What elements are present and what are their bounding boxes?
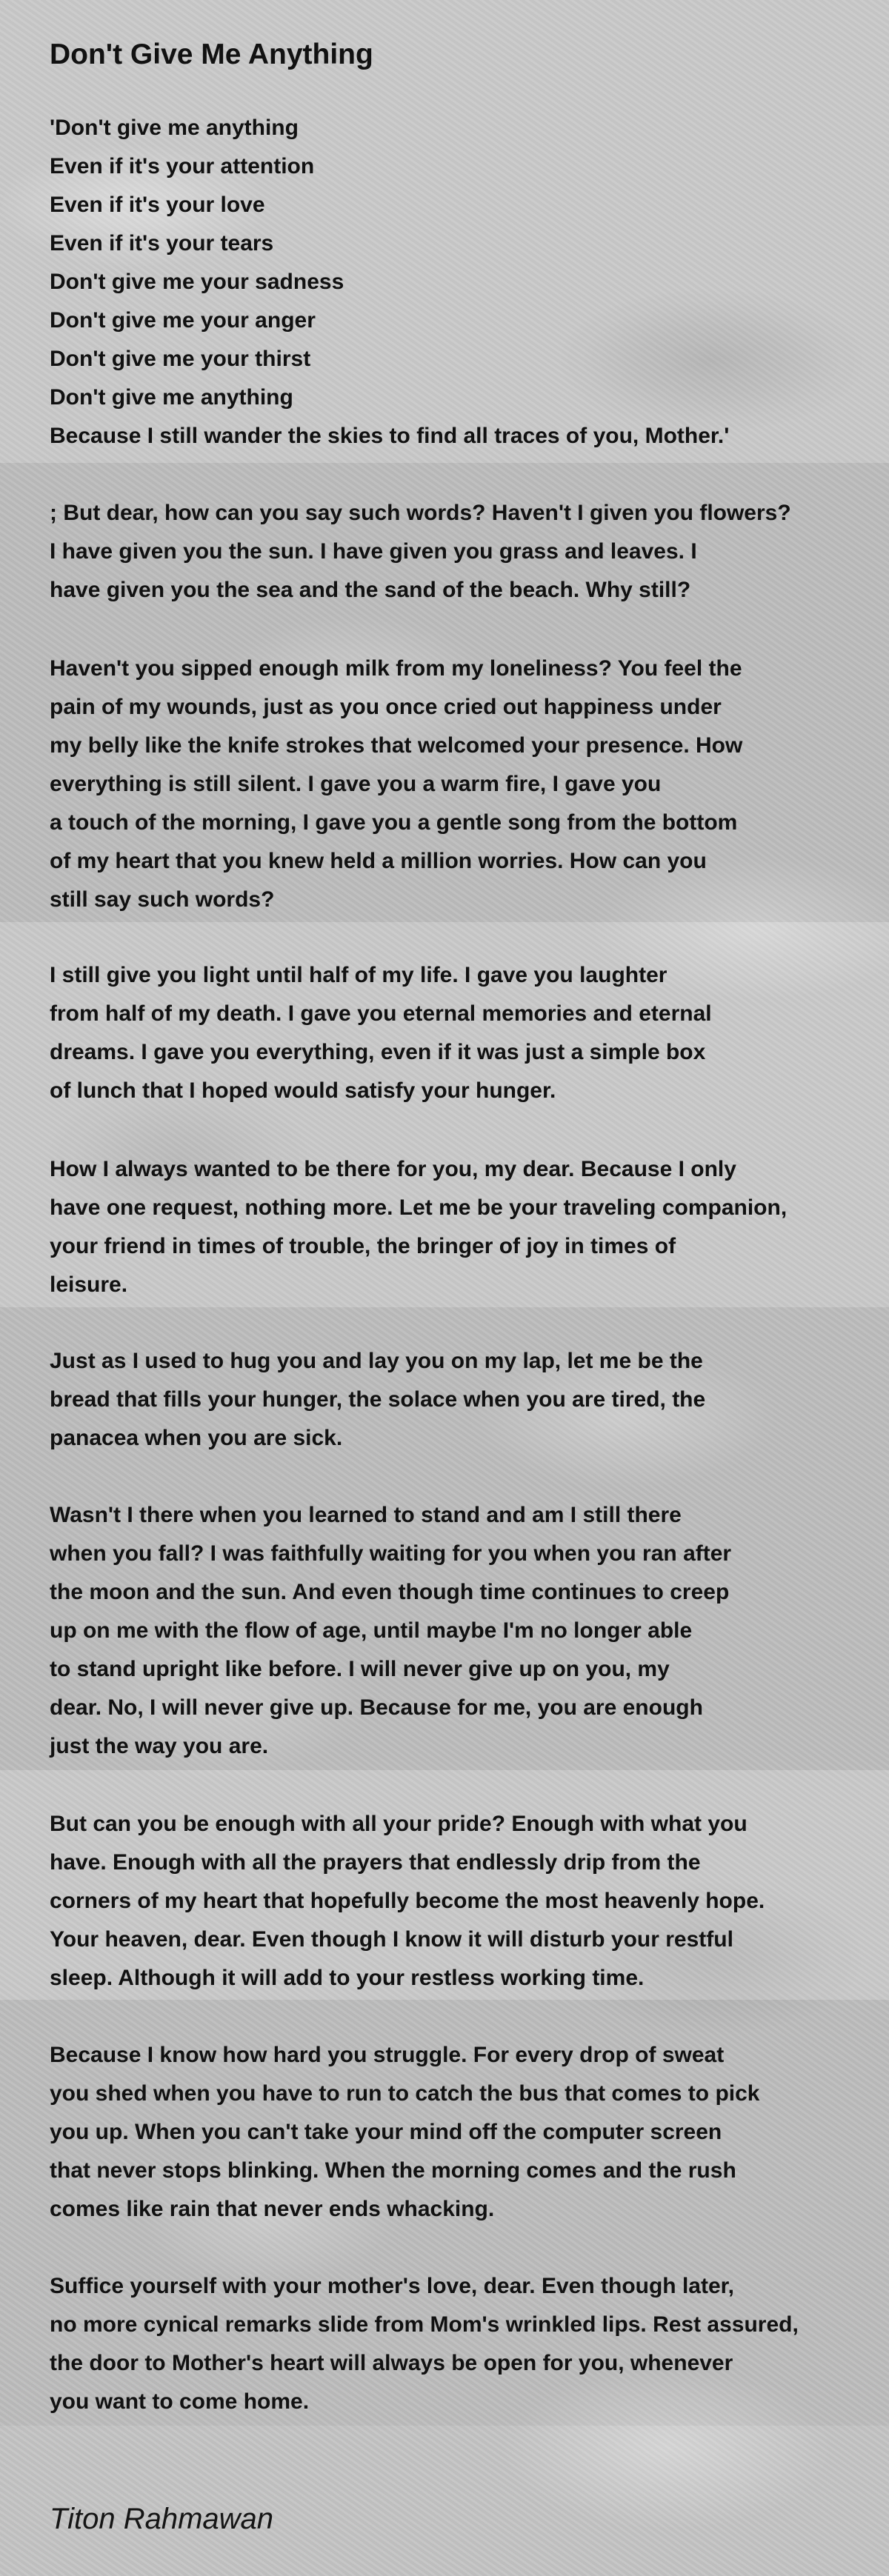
stanza xyxy=(50,1150,872,1304)
poem-line: have one request, nothing more. Let me be your traveling companion, xyxy=(50,1195,788,1220)
stanza xyxy=(50,2267,872,2421)
poem-line: Don't give me anything xyxy=(50,385,293,410)
poem-line: just the way you are. xyxy=(50,1734,269,1758)
stanza xyxy=(50,109,872,456)
poem-line: panacea when you are sick. xyxy=(50,1426,343,1450)
poem-line: when you fall? I was faithfully waiting for you when you ran after xyxy=(50,1541,732,1566)
poem-line: you want to come home. xyxy=(50,2389,310,2414)
poem-line: I have given you the sun. I have given you grass and leaves. I xyxy=(50,539,697,564)
poem-line: Even if it's your love xyxy=(50,193,265,217)
poem-line: Just as I used to hug you and lay you on my lap, let me be the xyxy=(50,1349,703,1373)
poem-line: Haven't you sipped enough milk from my loneliness? You feel the xyxy=(50,656,742,681)
poem-line: Suffice yourself with your mother's love, dear. Even though later, xyxy=(50,2274,735,2298)
stanza xyxy=(50,2036,872,2229)
poem-line: of lunch that I hoped would satisfy your hunger. xyxy=(50,1078,556,1103)
poem-line: have. Enough with all the prayers that endlessly drip from the xyxy=(50,1850,701,1875)
poem-line: to stand upright like before. I will never give up on you, my xyxy=(50,1657,670,1681)
poem-line: Don't give me your sadness xyxy=(50,270,344,294)
poem-line: Because I still wander the skies to find all traces of you, Mother.' xyxy=(50,424,730,448)
poem-line: my belly like the knife strokes that welcomed your presence. How xyxy=(50,733,743,758)
poem-line: a touch of the morning, I gave you a gentle song from the bottom xyxy=(50,810,738,835)
stanza xyxy=(50,650,872,919)
poem-line: dear. No, I will never give up. Because for me, you are enough xyxy=(50,1695,703,1720)
poem-line: ; But dear, how can you say such words? Haven't I given you flowers? xyxy=(50,501,791,525)
poem-line: have given you the sea and the sand of the beach. Why still? xyxy=(50,578,691,602)
poem-title: Don't Give Me Anything xyxy=(50,39,373,70)
poem-line: How I always wanted to be there for you, my dear. Because I only xyxy=(50,1157,736,1181)
poem-author: Titon Rahmawan xyxy=(50,2503,274,2535)
poem-line: Even if it's your tears xyxy=(50,231,274,256)
poem-line: no more cynical remarks slide from Mom's wrinkled lips. Rest assured, xyxy=(50,2312,799,2337)
poem-line: But can you be enough with all your pride? Enough with what you xyxy=(50,1812,748,1836)
poem-line: everything is still silent. I gave you a warm fire, I gave you xyxy=(50,772,662,796)
poem-line: you up. When you can't take your mind off the computer screen xyxy=(50,2120,722,2144)
poem-line: pain of my wounds, just as you once cried out happiness under xyxy=(50,695,722,719)
poem-line: of my heart that you knew held a million worries. How can you xyxy=(50,849,707,873)
poem-line: Wasn't I there when you learned to stand and am I still there xyxy=(50,1503,682,1527)
poem-line: Even if it's your attention xyxy=(50,154,315,178)
poem-line: Don't give me your thirst xyxy=(50,347,311,371)
poem-line: comes like rain that never ends whacking. xyxy=(50,2197,495,2221)
stanza xyxy=(50,1342,872,1458)
poem-line: sleep. Although it will add to your restless working time. xyxy=(50,1966,645,1990)
poem-line: up on me with the flow of age, until maybe I'm no longer able xyxy=(50,1618,693,1643)
poem-line: I still give you light until half of my life. I gave you laughter xyxy=(50,963,667,987)
stanza xyxy=(50,956,872,1110)
poem-line: corners of my heart that hopefully become the most heavenly hope. xyxy=(50,1889,765,1913)
stanza xyxy=(50,1496,872,1766)
poem-line: still say such words? xyxy=(50,887,275,912)
poem-line: the moon and the sun. And even though time continues to creep xyxy=(50,1580,730,1604)
poem-line: 'Don't give me anything xyxy=(50,116,299,140)
poem-line: Because I know how hard you struggle. For every drop of sweat xyxy=(50,2043,725,2067)
poem-line: Don't give me your anger xyxy=(50,308,316,333)
poem-line: that never stops blinking. When the morning comes and the rush xyxy=(50,2158,736,2183)
poem-line: leisure. xyxy=(50,1272,128,1297)
stanza xyxy=(50,494,872,610)
poem-line: bread that fills your hunger, the solace when you are tired, the xyxy=(50,1387,706,1412)
poem-line: dreams. I gave you everything, even if it was just a simple box xyxy=(50,1040,706,1064)
stanza xyxy=(50,1805,872,1998)
poem-line: from half of my death. I gave you eternal memories and eternal xyxy=(50,1001,712,1026)
poem-line: your friend in times of trouble, the bringer of joy in times of xyxy=(50,1234,676,1258)
poem-line: the door to Mother's heart will always be open for you, whenever xyxy=(50,2351,733,2375)
poem-line: you shed when you have to run to catch the bus that comes to pick xyxy=(50,2081,760,2106)
poem-line: Your heaven, dear. Even though I know it will disturb your restful xyxy=(50,1927,733,1952)
